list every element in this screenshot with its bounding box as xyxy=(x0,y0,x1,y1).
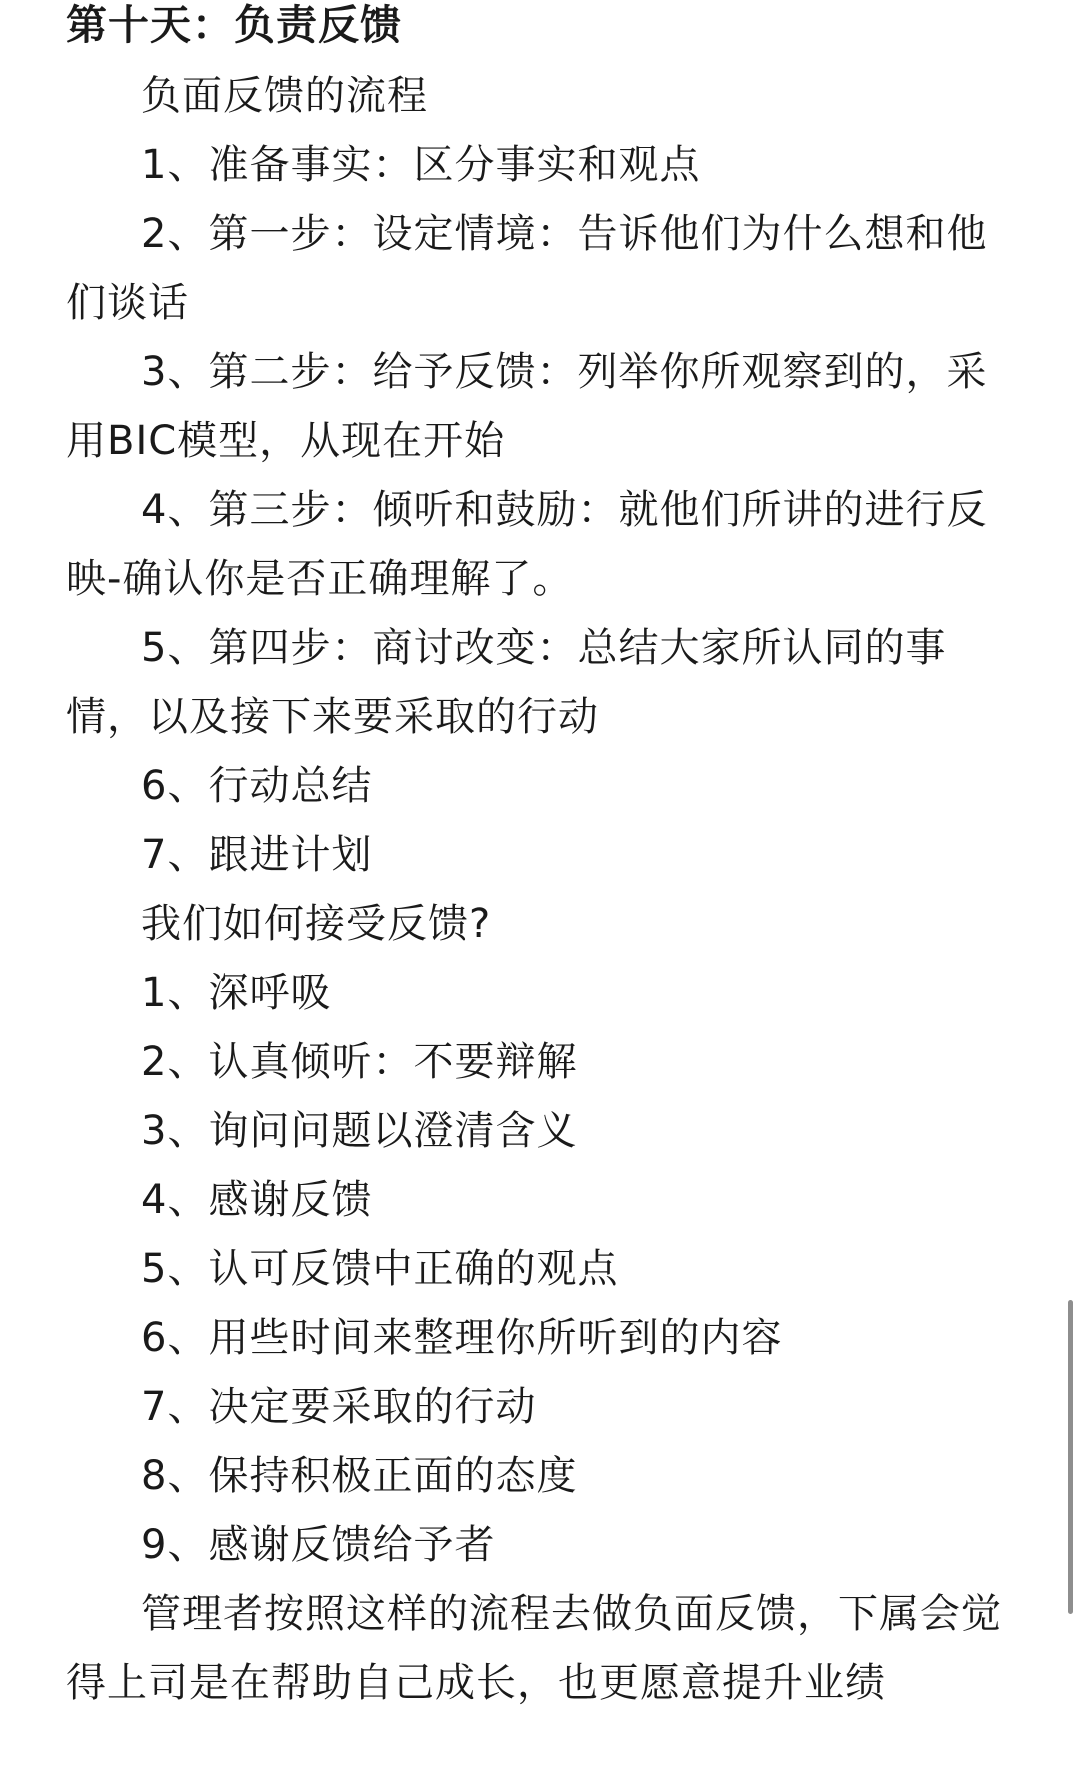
document-body xyxy=(66,62,1016,1718)
paragraph: 1、深呼吸 xyxy=(141,970,332,1016)
paragraph: 7、决定要采取的行动 xyxy=(141,1384,537,1430)
paragraph: 8、保持积极正面的态度 xyxy=(141,1453,578,1499)
paragraph: 管理者按照这样的流程去做负面反馈，下属会觉得上司是在帮助自己成长，也更愿意提升业绩 xyxy=(66,1591,1002,1706)
paragraph: 2、认真倾听：不要辩解 xyxy=(141,1039,578,1085)
paragraph: 3、第二步：给予反馈：列举你所观察到的，采用BIC模型，从现在开始 xyxy=(66,349,988,464)
vertical-scrollbar[interactable] xyxy=(1068,1300,1073,1614)
document-title: 第十天：负责反馈 xyxy=(66,1,402,49)
paragraph: 4、第三步：倾听和鼓励：就他们所讲的进行反映-确认你是否正确理解了。 xyxy=(66,487,988,602)
paragraph: 9、感谢反馈给予者 xyxy=(141,1522,496,1568)
paragraph: 我们如何接受反馈? xyxy=(141,901,492,947)
paragraph: 6、用些时间来整理你所听到的内容 xyxy=(141,1315,783,1361)
paragraph: 6、行动总结 xyxy=(141,763,373,809)
paragraph: 负面反馈的流程 xyxy=(141,73,428,119)
paragraph: 5、认可反馈中正确的观点 xyxy=(141,1246,619,1292)
paragraph: 4、感谢反馈 xyxy=(141,1177,373,1223)
paragraph: 7、跟进计划 xyxy=(141,832,373,878)
paragraph: 1、准备事实：区分事实和观点 xyxy=(141,142,701,188)
paragraph: 3、询问问题以澄清含义 xyxy=(141,1108,578,1154)
paragraph: 2、第一步：设定情境：告诉他们为什么想和他们谈话 xyxy=(66,211,988,326)
paragraph: 5、第四步：商讨改变：总结大家所认同的事情，以及接下来要采取的行动 xyxy=(66,625,947,740)
